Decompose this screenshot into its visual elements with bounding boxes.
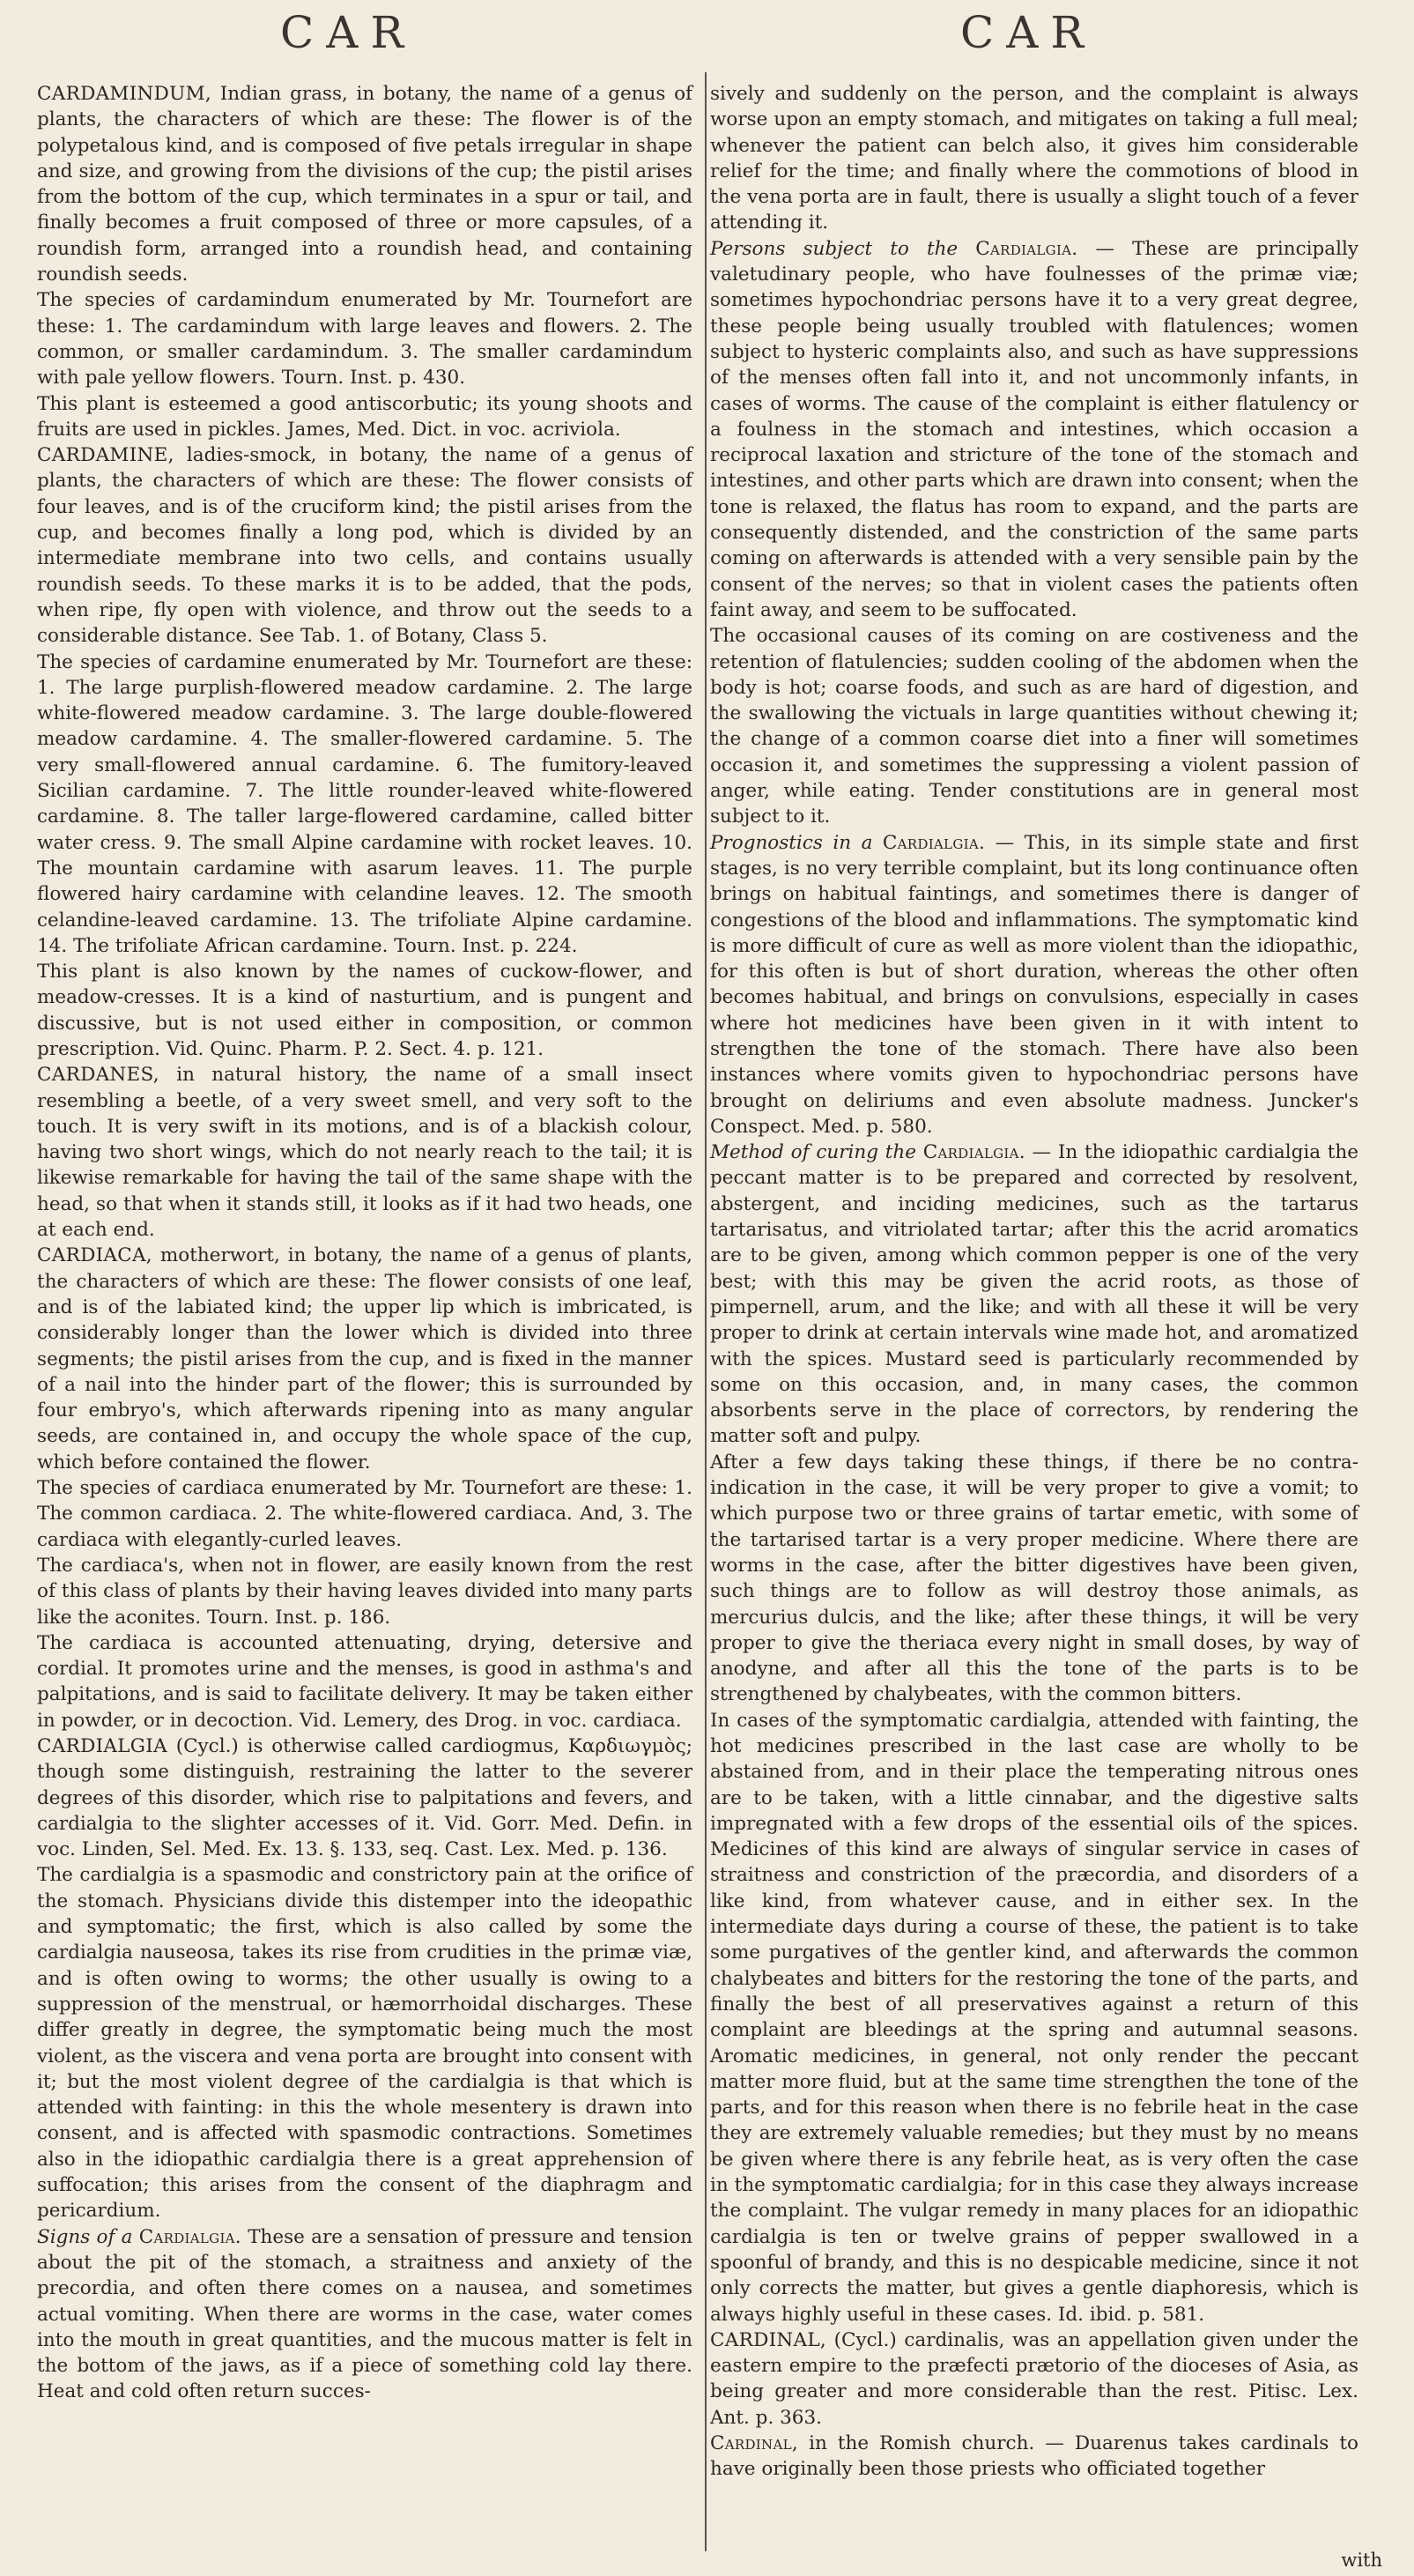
running-head-right: CAR (960, 7, 1097, 58)
paragraph (710, 2327, 1358, 2431)
subheading-headword: Cardialgia. (882, 831, 986, 854)
subheading: Signs of a (37, 2225, 139, 2248)
paragraph-text: — This, in its simple state and first stages, is no very terrible complaint, but its long continuance often brings on habitual faintings, and sometimes there is danger of congestions of the blood and inflammations. The symptomatic kind is more difficult of cure as well as more violent than the idiopathic, for this often is but of short duration, whereas the other often becomes habitual, and brings on convulsions, especially in cases where hot medicines have been given in it with intent to strengthen the tone of the stomach. There have also been instances where vomits given to hypochondriac persons have brought on deliriums and even absolute madness. Juncker's Conspect. Med. p. 580. (710, 831, 1358, 1138)
paragraph (37, 1243, 692, 1475)
paragraph-text: Indian grass, in botany, the name of a genus of plants, the characters of which are these: The flower is of the polypetalous kind, and is composed of five petals irregular in shape and size, and growing from the divisions of the cup; the pistil arises from the bottom of the cup, which terminates in a spur or tail, and finally becomes a fruit composed of three or more capsules, of a roundish form, arranged into a roundish head, and containing roundish seeds. (37, 83, 692, 286)
paragraph-text: This plant is esteemed a good antiscorbutic; its young shoots and fruits are used in pickles. James, Med. Dict. in voc. acriviola. (37, 392, 692, 441)
paragraph-text: The species of cardamindum enumerated by Mr. Tournefort are these: 1. The cardamindum with large leaves and flowers. 2. The common, or smaller cardamindum. 3. The smaller cardamindum with pale yellow flowers. Tourn. Inst. p. 430. (37, 289, 692, 390)
paragraph (710, 1708, 1358, 2327)
paragraph-text: The species of cardamine enumerated by Mr. Tournefort are these: 1. The large purplish-flowered meadow cardamine. 2. The large white-flowered meadow cardamine. 3. The large double-flowered meadow cardamine. 4. The smaller-flowered cardamine. 5. The very small-flowered annual cardamine. 6. The fumitory-leaved Sicilian cardamine. 7. The little rounder-leaved white-flowered cardamine. 8. The taller large-flowered cardamine, called bitter water cress. 9. The small Alpine cardamine with rocket leaves. 10. The mountain cardamine with asarum leaves. 11. The purple flowered hairy cardamine with celandine leaves. 12. The smooth celandine-leaved cardamine. 13. The trifoliate Alpine cardamine. 14. The trifoliate African cardamine. Tourn. Inst. p. 224. (37, 650, 692, 957)
subheading: Persons subject to the (710, 237, 976, 260)
paragraph-text: — These are principally valetudinary people, who have foulnesses of the primæ viæ; sometimes hypochondriac persons have it to a very great degree, these people being usually troubled with flatulences; women subject to hysteric complaints also, and such as have suppressions of the menses often fall into it, and not uncommonly infants, in cases of worms. The cause of the complaint is either flatulency or a foulness in the stomach and intestines, which occasion a reciprocal laxation and stricture of the tone of the stomach and intestines, and other parts which are drawn into consent; when the tone is relaxed, the flatus has room to expand, and the parts are consequently distended, and the constriction of the same parts coming on afterwards is attended with a very sensible pain by the consent of the nerves; so that in violent cases the patients often faint away, and seem to be suffocated. (710, 237, 1358, 621)
paragraph-text: This plant is also known by the names of cuckow-flower, and meadow-cresses. It is a kind of nasturtium, and is pungent and discussive, but is not used either in composition, or common prescription. Vid. Quinc. Pharm. P. 2. Sect. 4. p. 121. (37, 961, 692, 1060)
paragraph (37, 1475, 692, 1553)
paragraph (710, 236, 1358, 623)
paragraph (710, 1450, 1358, 1708)
paragraph (37, 2224, 692, 2405)
headword: CARDANES, (37, 1064, 159, 1087)
subheading: Prognostics in a (710, 831, 883, 854)
subheading-headword: Cardinal, (710, 2432, 798, 2455)
headword: CARDAMINE, (37, 444, 174, 467)
paragraph (37, 81, 692, 287)
subheading-headword: Cardialgia. (975, 237, 1078, 260)
headword: CARDAMINDUM, (37, 83, 212, 105)
paragraph (37, 959, 692, 1062)
paragraph-text: After a few days taking these things, if there be no contra-indication in the case, it will be very proper to give a vomit; to which purpose two or three grains of tartar emetic, with some of the tartarised tartar is a very proper medicine. Where there are worms in the case, after the bitter digestives have been given, such things are to follow as will destroy those animals, as mercurius dulcis, and the like; after these things, it will be very proper to give the theriaca every night in small doses, by way of anodyne, and after all this the tone of the parts is to be strengthened by chalybeates, with the common bitters. (710, 1451, 1358, 1706)
paragraph (37, 391, 692, 443)
paragraph (37, 1733, 692, 1862)
paragraph-text: in the Romish church. — Duarenus takes cardinals to have originally been those priests who officiated together (710, 2432, 1358, 2481)
paragraph (37, 287, 692, 390)
paragraph (710, 81, 1358, 236)
catchword: with (1341, 2550, 1382, 2571)
paragraph (710, 623, 1358, 829)
paragraph-text: These are a sensation of pressure and tension about the pit of the stomach, a straitness and anxiety of the precordia, and often there comes on a nausea, and sometimes actual vomiting. When there are worms in the case, water comes into the mouth in great quantities, and the mucous matter is felt in the bottom of the jaws, as if a piece of something cold lay there. Heat and cold often return succes- (37, 2225, 692, 2403)
paragraph (710, 2431, 1358, 2483)
paragraph-text: The cardiaca's, when not in flower, are easily known from the rest of this class of plants by their having leaves divided into many parts like the aconites. Tourn. Inst. p. 186. (37, 1554, 692, 1629)
paragraph-text: ladies-smock, in botany, the name of a genus of plants, the characters of which are these: The flower consists of four leaves, and is of the cruciform kind; the pistil arises from the cup, and becomes finally a long pod, which is divided by an intermediate membrane into two cells, and contains usually roundish seeds. To these marks it is to be added, that the pods, when ripe, fly open with violence, and throw out the seeds to a considerable distance. See Tab. 1. of Botany, Class 5. (37, 444, 692, 648)
paragraph-text: in natural history, the name of a small insect resembling a beetle, of a very sweet smell, and very soft to the touch. It is very swift in its motions, and is of a blackish colour, having two short wings, which do not nearly reach to the tail; it is likewise remarkable for having the tail of the same shape with the head, so that when it stands still, it looks as if it had two heads, one at each end. (37, 1064, 692, 1242)
paragraph (37, 1862, 692, 2223)
column-divider (705, 72, 707, 2551)
subheading: Method of curing the (710, 1141, 923, 1164)
paragraph-text: sively and suddenly on the person, and the complaint is always worse upon an empty stomach, and mitigates on taking a full meal; whenever the patient can belch also, it gives him considerable relief for the time; and finally where the commotions of blood in the vena porta are in fault, there is usually a slight touch of a fever attending it. (710, 83, 1358, 234)
left-column (37, 81, 692, 2405)
paragraph (37, 1062, 692, 1243)
paragraph-text: The occasional causes of its coming on are costiveness and the retention of flatulencies; sudden cooling of the abdomen when the body is hot; coarse foods, and such as are hard of digestion, and the swallowing the victuals in large quantities without chewing it; the change of a common coarse diet into a finer will sometimes occasion it, and sometimes the suppressing a violent passion of anger, while eating. Tender constitutions are in general most subject to it. (710, 625, 1358, 828)
headword: CARDIACA, (37, 1244, 152, 1267)
paragraph (37, 650, 692, 960)
paragraph-text: (Cycl.) is otherwise called cardiogmus, Καρδιωγμὸς; though some distinguish, restraining the latter to the severer degrees of this disorder, which rise to palpitations and fevers, and cardialgia to the slighter accesses of it. Vid. Gorr. Med. Defin. in voc. Linden, Sel. Med. Ex. 13. §. 133, seq. Cast. Lex. Med. p. 136. (37, 1735, 692, 1861)
running-head-left: CAR (280, 7, 417, 58)
paragraph-text: The cardialgia is a spasmodic and constrictory pain at the orifice of the stomach. Physicians divide this distemper into the ideopathic and symptomatic; the first, which is also called by some the cardialgia nauseosa, takes its rise from crudities in the primæ viæ, and is often owing to worms; the other usually is owing to a suppression of the menstrual, or hæmorrhoidal discharges. These differ greatly in degree, the symptomatic being much the most violent, as the viscera and vena porta are brought into consent with it; but the most violent degree of the cardialgia is that which is attended with fainting: in this the whole mesentery is drawn into consent, and is affected with spasmodic contractions. Sometimes also in the idiopathic cardialgia there is a great apprehension of suffocation; this arises from the consent of the diaphragm and pericardium. (37, 1864, 692, 2223)
headword: CARDIALGIA (37, 1735, 167, 1757)
paragraph (710, 1140, 1358, 1450)
paragraph (37, 1553, 692, 1630)
headword: CARDINAL, (710, 2328, 827, 2351)
paragraph-text: — In the idiopathic cardialgia the peccant matter is to be prepared and corrected by resolvent, abstergent, and inciding medicines, such as the tartarus tartarisatus, and vitriolated tartar; after this the acrid aromatics are to be given, among which common pepper is one of the very best; with this may be given the acrid roots, as those of pimpernell, arum, and the like; and with all these it will be very proper to drink at certain intervals wine made hot, and aromatized with the spices. Mustard seed is particularly recommended by some on this occasion, and, in many cases, the common absorbents serve in the place of correctors, by rendering the matter soft and pulpy. (710, 1141, 1358, 1448)
paragraph-text: In cases of the symptomatic cardialgia, attended with fainting, the hot medicines prescribed in the last case are wholly to be abstained from, and in their place the temperating nitrous ones are to be taken, with a little cinnabar, and the digestive salts impregnated with a few drops of the essential oils of the spices. Medicines of this kind are always of singular service in cases of straitness and constriction of the præcordia, and disorders of a like kind, from whatever cause, and in either sex. In the intermediate days during a course of these, the patient is to take some purgatives of the gentler kind, and afterwards the common chalybeates and bitters for the restoring the tone of the parts, and finally the best of all preservatives against a return of this complaint are bleedings at the spring and autumnal seasons. Aromatic medicines, in general, not only render the peccant matter more fluid, but at the same time strengthen the tone of the parts, and for this reason when there is no febrile heat in the case they are extremely valuable remedies; but they must by no means be given where there is any febrile heat, as is very often the case in the symptomatic cardialgia; for in this case they always increase the complaint. The vulgar remedy in many places for an idiopathic cardialgia is ten or twelve grains of pepper swallowed in a spoonful of brandy, and this is no despicable medicine, since it not only corrects the matter, but gives a gentle diaphoresis, which is always highly useful in these cases. Id. ibid. p. 581. (710, 1709, 1358, 2326)
paragraph-text: The cardiaca is accounted attenuating, drying, detersive and cordial. It promotes urine and the menses, is good in asthma's and palpitations, and is said to facilitate delivery. It may be taken either in powder, or in decoction. Vid. Lemery, des Drog. in voc. cardiaca. (37, 1631, 692, 1732)
paragraph-text: The species of cardiaca enumerated by Mr. Tournefort are these: 1. The common cardiaca. 2. The white-flowered cardiaca. And, 3. The cardiaca with elegantly-curled leaves. (37, 1477, 692, 1551)
paragraph (37, 442, 692, 649)
right-column (710, 81, 1358, 2483)
paragraph-text: motherwort, in botany, the name of a genus of plants, the characters of which are these: The flower consists of one leaf, and is of the labiated kind; the upper lip which is imbricated, is considerably longer than the lower which is divided into three segments; the pistil arises from the cup, and is fixed in the manner of a nail into the hinder part of the flower; this is surrounded by four embryo's, which afterwards ripening into as many angular seeds, are contained in, and occupy the whole space of the cup, which before contained the flower. (37, 1244, 692, 1474)
subheading-headword: Cardialgia. (138, 2225, 241, 2248)
paragraph (37, 1630, 692, 1733)
subheading-headword: Cardialgia. (922, 1141, 1025, 1164)
paragraph (710, 830, 1358, 1140)
paragraph-text: (Cycl.) cardinalis, was an appellation given under the eastern empire to the præfecti prætorio of the dioceses of Asia, as being greater and more considerable than the rest. Pitisc. Lex. Ant. p. 363. (710, 2328, 1358, 2429)
